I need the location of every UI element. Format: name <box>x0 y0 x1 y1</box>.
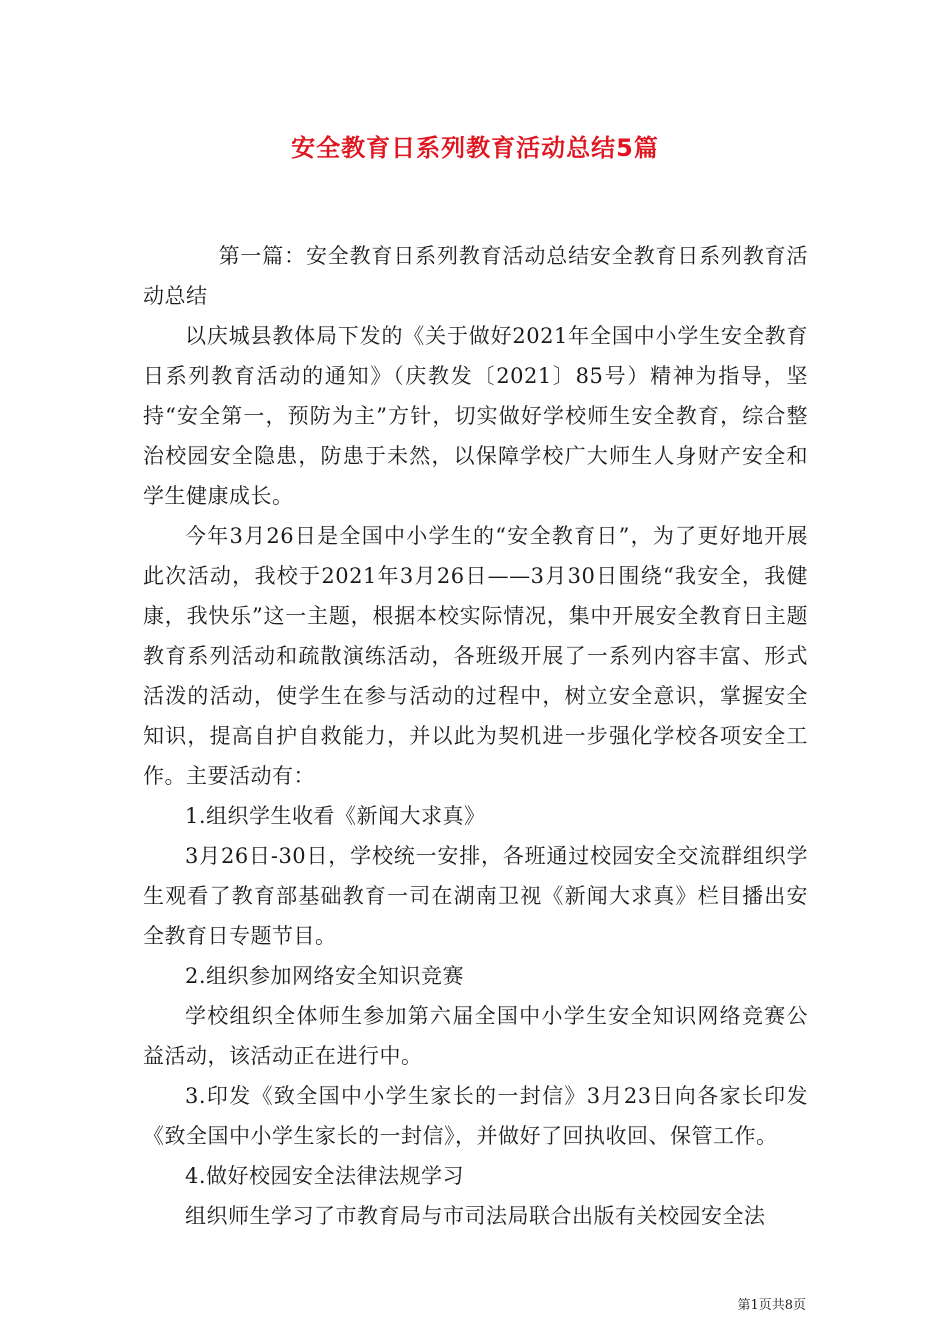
paragraph-guidance: 以庆城县教体局下发的《关于做好2021年全国中小学生安全教育日系列教育活动的通知》（庆教发〔2021〕85号）精神为指导，坚持“安全第一，预防为主”方针，切实做好学校师生安全教育，综合整治校园安全隐患，防患于未然，以保障学校广大师生人身财产安全和学生健康成长。 <box>143 324 808 508</box>
document-title: 安全教育日系列教育活动总结5篇 <box>291 134 659 162</box>
activity-detail-1: 3月26日-30日，学校统一安排，各班通过校园安全交流群组织学生观看了教育部基础教育一司在湖南卫视《新闻大求真》栏目播出安全教育日专题节目。 <box>143 844 808 948</box>
activity-detail-4: 组织师生学习了市教育局与市司法局联合出版有关校园安全法 <box>185 1204 766 1228</box>
document-body <box>143 236 808 1236</box>
activity-heading-1: 1.组织学生收看《新闻大求真》 <box>185 804 486 828</box>
paragraph-section-heading: 第一篇：安全教育日系列教育活动总结安全教育日系列教育活动总结 <box>143 244 808 308</box>
activity-detail-2: 学校组织全体师生参加第六届全国中小学生安全知识网络竞赛公益活动，该活动正在进行中。 <box>143 1004 808 1068</box>
activity-heading-2: 2.组织参加网络安全知识竞赛 <box>185 964 465 988</box>
page-number-footer: 第1页共8页 <box>737 1298 806 1313</box>
paragraph-overview: 今年3月26日是全国中小学生的“安全教育日”，为了更好地开展此次活动，我校于2021年3月26日——3月30日围绕“我安全，我健康，我快乐”这一主题，根据本校实际情况，集中开展安全教育日主题教育系列活动和疏散演练活动，各班级开展了一系列内容丰富、形式活泼的活动，使学生在参与活动的过程中，树立安全意识，掌握安全知识，提高自护自救能力，并以此为契机进一步强化学校各项安全工作。主要活动有： <box>143 524 808 788</box>
activity-heading-4: 4.做好校园安全法律法规学习 <box>185 1164 465 1188</box>
activity-item-3: 3.印发《致全国中小学生家长的一封信》3月23日向各家长印发《致全国中小学生家长的一封信》，并做好了回执收回、保管工作。 <box>143 1084 808 1148</box>
